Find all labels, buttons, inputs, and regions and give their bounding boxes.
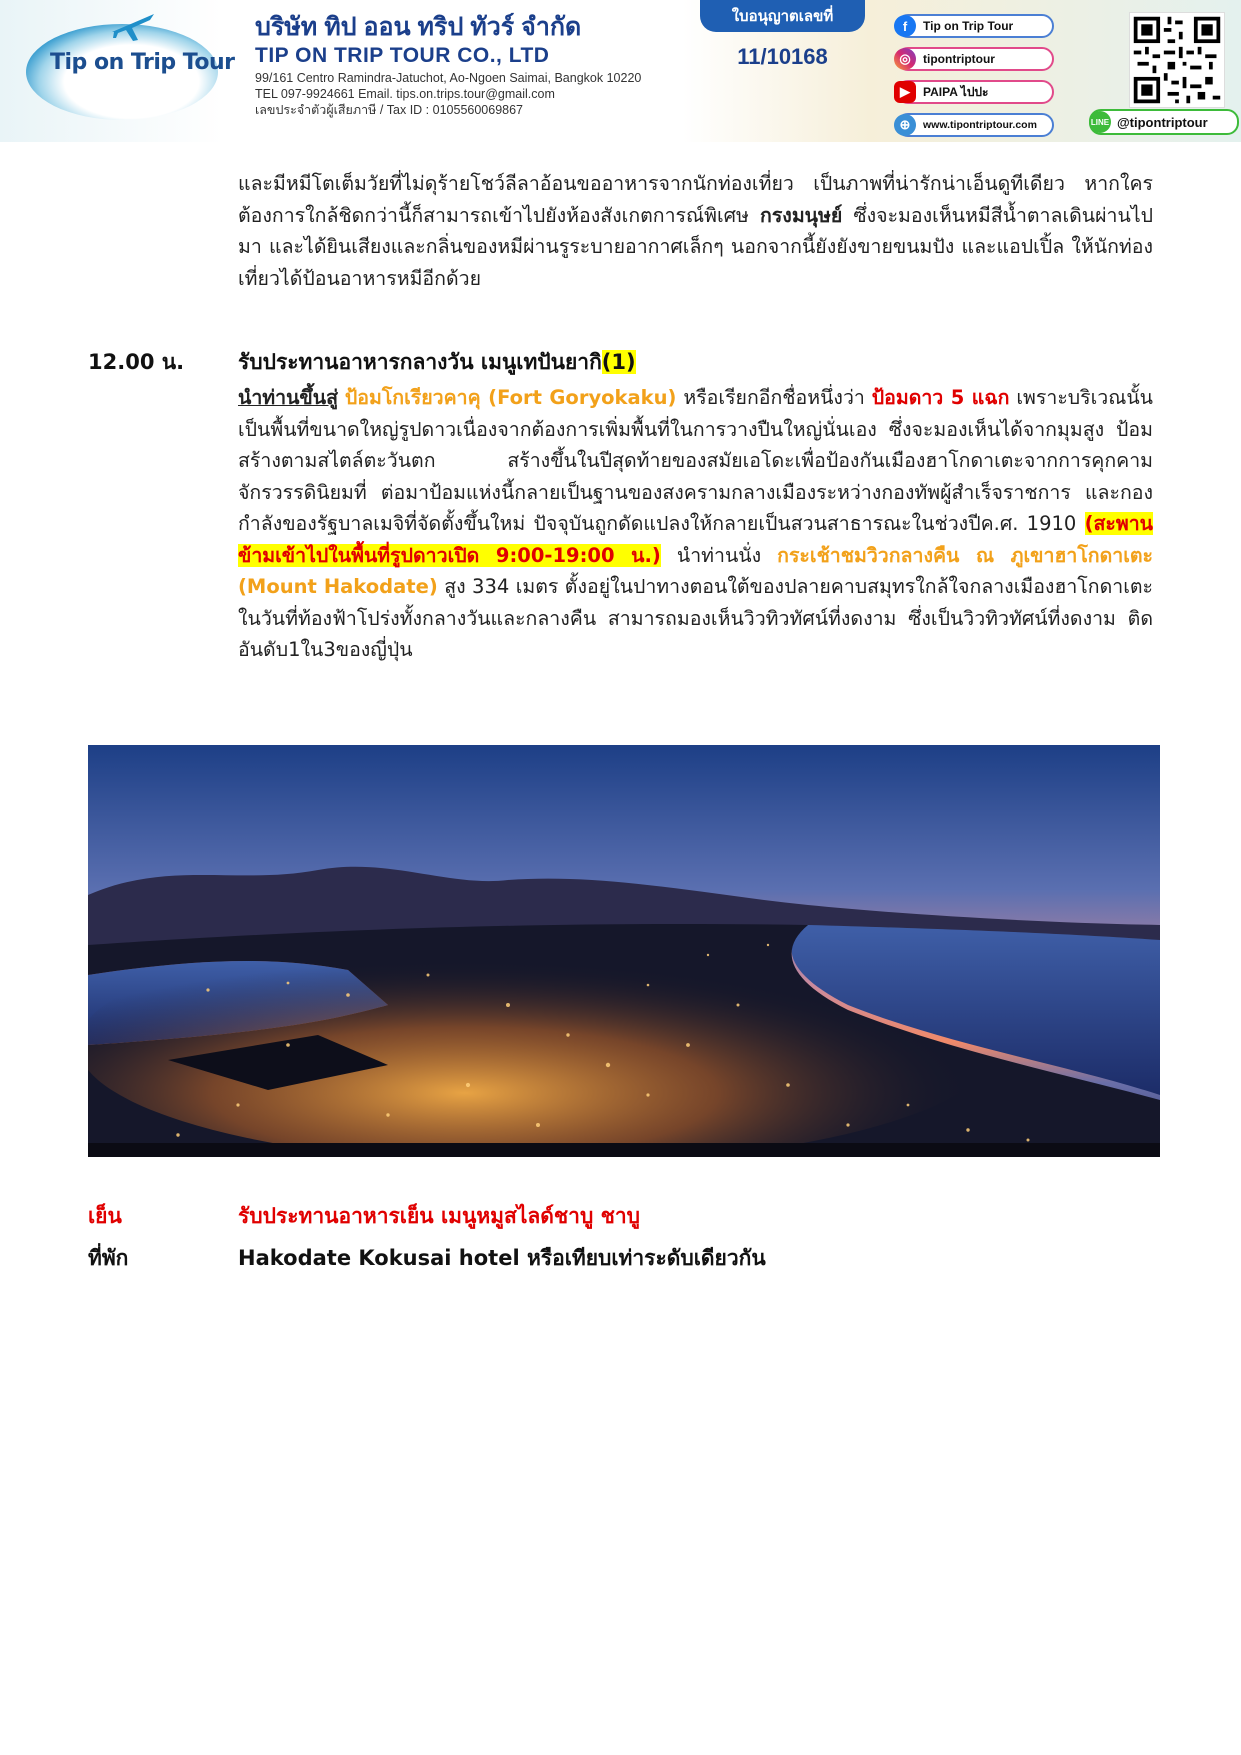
company-contact: TEL 097-9924661 Email. tips.on.trips.tour@gmail.com xyxy=(255,87,555,101)
website-label: www.tipontriptour.com xyxy=(923,119,1037,131)
mountain-description: สูง 334 เมตร ตั้งอยู่ในปาทางตอนใต้ของปลายคาบสมุทรใกล้ใจกลางเมืองฮาโกดาเตะ ในวันที่ท้องฟ้าโปร่งทั้งกลางวันและกลางคืน สามารถมองเห็นวิวทิวทัศน์ที่งดงาม ซึ่งเป็นวิวทิวทัศน์ที่งดงาม ติดอันดับ1ใน3ของญี่ปุ่น xyxy=(238,575,1153,661)
youtube-link[interactable] xyxy=(896,80,1054,104)
hotel-label: ที่พัก xyxy=(88,1246,129,1270)
airplane-icon xyxy=(110,10,156,44)
fort-goryokaku-paragraph xyxy=(238,382,1153,666)
intro-text-2: ซึ่งจะมองเห็นหมีสีน้ำตาลเดินผ่านไปมา และได้ยินเสียงและกลิ่นของหมีผ่านรูระบายอากาศเล็กๆ นอกจากนี้ยังยังขายขนมปัง และแอปเปิ้ล ให้นักท่องเที่ยวได้ป้อนอาหารหมีอีกด้วย xyxy=(238,203,1153,290)
hotel-suffix: หรือเทียบเท่าระดับเดียวกัน xyxy=(526,1246,766,1270)
line-label: @tipontriptour xyxy=(1117,114,1208,130)
fort-aka: หรือเรียกอีกชื่อหนึ่งว่า xyxy=(683,386,865,409)
letterhead xyxy=(0,0,1241,142)
instagram-link[interactable] xyxy=(896,47,1054,71)
fort-aka-name: ป้อมดาว 5 แฉก xyxy=(871,386,1010,409)
ride-text: นำท่านนั่ง xyxy=(676,543,762,567)
bear-park-paragraph xyxy=(238,168,1153,294)
company-tax-id: เลขประจำตัวผู้เสียภาษี / Tax ID : 0105560069867 xyxy=(255,103,524,117)
instagram-icon: ◎ xyxy=(894,48,916,70)
qr-code xyxy=(1129,12,1225,108)
hotel-row xyxy=(238,1242,766,1275)
social-links xyxy=(896,14,1054,142)
instagram-label: tipontriptour xyxy=(923,52,995,66)
facebook-label: Tip on Trip Tour xyxy=(923,19,1014,33)
fort-name: ป้อมโกเรียวคาคุ (Fort Goryokaku) xyxy=(344,386,677,409)
website-link[interactable] xyxy=(896,113,1054,137)
fort-description: เพราะบริเวณนั้นเป็นพื้นที่ขนาดใหญ่รูปดาวเนื่องจากต้องการเพิ่มพื้นที่ในการวางปืนใหญ่นั่นเอง ซึ่งจะมองเห็นได้จากมุมสูง ป้อมสร้างตามสไตล์ตะวันตก สร้างขึ้นในปีสุดท้ายของสมัยเอโดะเพื่อป้องกันเมืองฮาโกดาเตะจากการคุกคามจักรวรรดินิยมที่ ต่อมาป้อมแห่งนี้กลายเป็นฐานของสงครามกลางเมืองระหว่างกองทัพผู้สำเร็จราชการ และกองกำลังของรัฐบาลเมจิที่จัดตั้งขึ้นใหม่ ปัจจุบันถูกดัดแปลงให้กลายเป็นสวนสาธารณะในช่วงปีค.ศ. 1910 xyxy=(238,386,1154,535)
ropeway-name: กระเช้าชมวิวกลางคืน ณ ภูเขาฮาโกดาเตะ (Mount Hakodate) xyxy=(238,543,1154,598)
hakodate-night-view-photo xyxy=(88,745,1160,1157)
dinner-label: เย็น xyxy=(88,1204,122,1228)
fort-lead: นำท่านขึ้นสู่ xyxy=(238,386,338,409)
logo-text: Tip on Trip Tour xyxy=(50,50,235,75)
dinner-text: รับประทานอาหารเย็น เมนูหมูสไลด์ชาบู ชาบู xyxy=(238,1204,640,1228)
license-label: ใบอนุญาตเลขที่ xyxy=(700,0,865,32)
license-box xyxy=(700,0,865,70)
company-info xyxy=(255,12,641,118)
company-address: 99/161 Centro Ramindra-Jatuchot, Ao-Ngoen Saimai, Bangkok 10220 xyxy=(255,71,642,85)
line-icon: LINE xyxy=(1089,111,1111,133)
company-name-th: บริษัท ทิป ออน ทริป ทัวร์ จำกัด xyxy=(255,13,582,41)
lunch-time: 12.00 น. xyxy=(88,350,185,374)
facebook-icon: f xyxy=(894,15,916,37)
globe-icon: ⊕ xyxy=(894,114,916,136)
lunch-heading xyxy=(238,346,636,379)
facebook-link[interactable] xyxy=(896,14,1054,38)
hotel-name: Hakodate Kokusai hotel xyxy=(238,1246,520,1270)
lunch-title: รับประทานอาหารกลางวัน เมนูเทปันยากิ xyxy=(238,350,602,374)
line-link[interactable] xyxy=(1089,109,1239,135)
bridge-hours: (สะพานข้ามเข้าไปในพื้นที่รูปดาวเปิด 9:00-19:00 น.) xyxy=(238,512,1153,567)
license-number: 11/10168 xyxy=(737,44,828,69)
lunch-meal-code: (1) xyxy=(601,350,636,374)
youtube-icon: ▶ xyxy=(894,81,916,103)
intro-text-1: และมีหมีโตเต็มวัยที่ไม่ดุร้ายโชว์ลีลาอ้อนขออาหารจากนักท่องเที่ยว เป็นภาพที่น่ารักน่าเอ็นดูทีเดียว หากใครต้องการใกล้ชิดกว่านี้ก็สามารถเข้าไปยังห้องสังเกตการณ์พิเศษ xyxy=(238,172,1153,227)
human-cage-name: กรงมนุษย์ xyxy=(760,203,843,227)
youtube-label: PAIPA ไปปะ xyxy=(923,84,989,99)
company-name-en: TIP ON TRIP TOUR CO., LTD xyxy=(255,44,550,67)
